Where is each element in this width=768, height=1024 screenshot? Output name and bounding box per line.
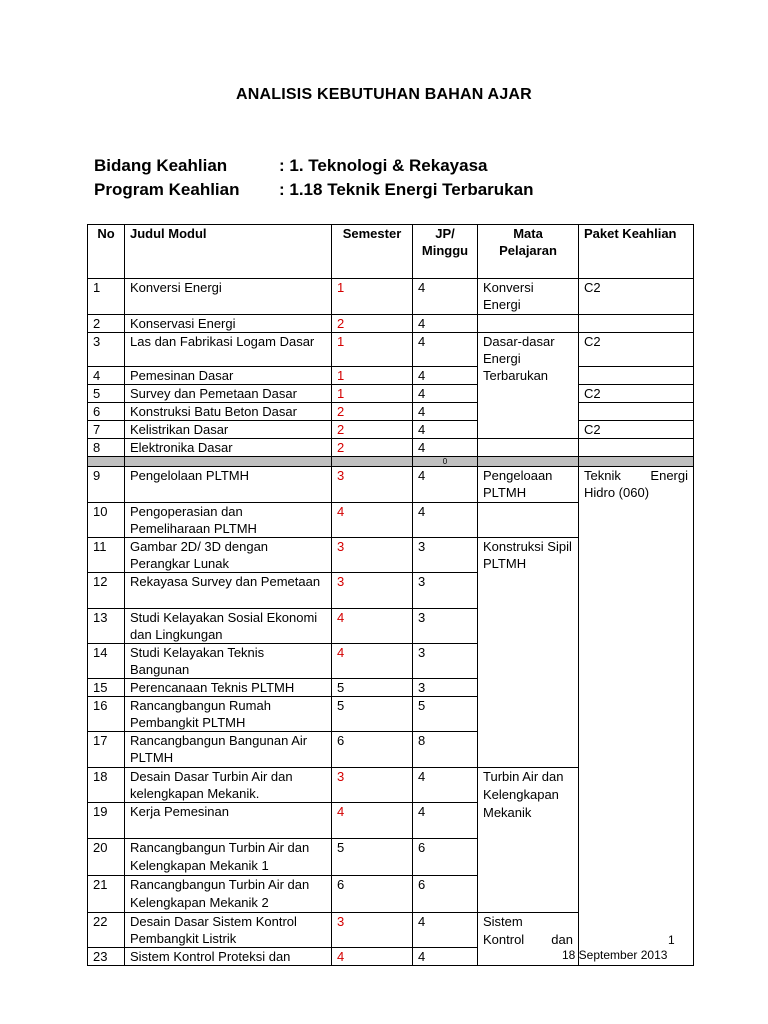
row-semester: 1 xyxy=(332,279,413,315)
row-no: 7 xyxy=(88,421,125,439)
program-label: Program Keahlian xyxy=(94,180,240,199)
row-no: 5 xyxy=(88,385,125,403)
row-jp: 4 xyxy=(413,913,478,948)
row-mata xyxy=(478,503,579,538)
table-row xyxy=(88,467,694,503)
row-semester: 2 xyxy=(332,315,413,333)
row-mata: Dasar-dasar Energi Terbarukan xyxy=(478,333,579,439)
row-no: 21 xyxy=(88,876,125,913)
bidang-value: : 1. Teknologi & Rekayasa xyxy=(279,156,488,175)
row-judul: Pengoperasian dan Pemeliharaan PLTMH xyxy=(125,503,332,538)
row-judul: Konstruksi Batu Beton Dasar xyxy=(125,403,332,421)
bidang-label: Bidang Keahlian xyxy=(94,156,228,175)
header-no: No xyxy=(88,225,125,279)
row-semester: 2 xyxy=(332,439,413,457)
row-semester: 4 xyxy=(332,503,413,538)
row-judul: Studi Kelayakan Teknis Bangunan xyxy=(125,644,332,679)
row-judul: Kerja Pemesinan xyxy=(125,803,332,839)
mata-dan: dan xyxy=(551,932,573,947)
header-mata: Mata Pelajaran xyxy=(478,225,579,279)
row-no: 10 xyxy=(88,503,125,538)
row-no: 19 xyxy=(88,803,125,839)
row-semester: 5 xyxy=(332,679,413,697)
row-paket: C2 xyxy=(579,421,694,439)
row-paket xyxy=(579,439,694,457)
row-no: 23 xyxy=(88,948,125,966)
row-jp: 4 xyxy=(413,768,478,803)
row-judul: Desain Dasar Sistem Kontrol Pembangkit Listrik xyxy=(125,913,332,948)
row-judul: Rancangbangun Turbin Air dan Kelengkapan Mekanik 2 xyxy=(125,876,332,913)
row-semester: 6 xyxy=(332,876,413,913)
row-no: 3 xyxy=(88,333,125,367)
row-mata: Turbin Air dan Kelengkapan Mekanik xyxy=(478,768,579,913)
row-jp: 4 xyxy=(413,315,478,333)
row-paket: C2 xyxy=(579,333,694,367)
row-jp: 6 xyxy=(413,876,478,913)
row-jp: 3 xyxy=(413,538,478,573)
row-judul: Studi Kelayakan Sosial Ekonomi dan Lingkungan xyxy=(125,609,332,644)
row-semester: 2 xyxy=(332,421,413,439)
row-paket xyxy=(579,367,694,385)
row-jp: 3 xyxy=(413,679,478,697)
row-no: 15 xyxy=(88,679,125,697)
row-no: 11 xyxy=(88,538,125,573)
row-semester: 1 xyxy=(332,333,413,367)
header-paket: Paket Keahlian xyxy=(579,225,694,279)
row-judul: Pemesinan Dasar xyxy=(125,367,332,385)
row-semester: 3 xyxy=(332,768,413,803)
row-judul: Las dan Fabrikasi Logam Dasar xyxy=(125,333,332,367)
row-judul: Rekayasa Survey dan Pemetaan xyxy=(125,573,332,609)
page-number: 1 xyxy=(668,933,675,947)
row-semester: 3 xyxy=(332,573,413,609)
row-semester: 4 xyxy=(332,609,413,644)
row-mata xyxy=(478,439,579,457)
row-jp: 4 xyxy=(413,403,478,421)
row-judul: Konversi Energi xyxy=(125,279,332,315)
row-no: 2 xyxy=(88,315,125,333)
row-no: 6 xyxy=(88,403,125,421)
row-jp: 5 xyxy=(413,697,478,732)
mata-sistem: Sistem xyxy=(483,914,523,929)
paket-teknik: Teknik xyxy=(584,468,621,483)
row-jp: 3 xyxy=(413,644,478,679)
table-row xyxy=(88,367,694,385)
row-judul: Sistem Kontrol Proteksi dan xyxy=(125,948,332,966)
row-jp: 8 xyxy=(413,732,478,768)
row-paket: C2 xyxy=(579,279,694,315)
row-mata: Konstruksi Sipil PLTMH xyxy=(478,538,579,768)
row-jp: 3 xyxy=(413,609,478,644)
row-judul: Desain Dasar Turbin Air dan kelengkapan Mekanik. xyxy=(125,768,332,803)
row-judul: Rancangbangun Bangunan Air PLTMH xyxy=(125,732,332,768)
row-judul: Perencanaan Teknis PLTMH xyxy=(125,679,332,697)
row-paket: C2 xyxy=(579,385,694,403)
row-jp: 4 xyxy=(413,439,478,457)
row-semester: 5 xyxy=(332,839,413,876)
row-no: 14 xyxy=(88,644,125,679)
row-semester: 3 xyxy=(332,467,413,503)
row-semester: 6 xyxy=(332,732,413,768)
row-jp: 6 xyxy=(413,839,478,876)
row-no: 13 xyxy=(88,609,125,644)
row-judul: Konservasi Energi xyxy=(125,315,332,333)
footer-date: 18 September 2013 xyxy=(562,948,668,962)
row-semester: 4 xyxy=(332,803,413,839)
program-value: : 1.18 Teknik Energi Terbarukan xyxy=(279,180,534,199)
row-semester: 3 xyxy=(332,913,413,948)
row-jp: 4 xyxy=(413,385,478,403)
row-mata: Pengeloaan PLTMH xyxy=(478,467,579,503)
row-jp: 4 xyxy=(413,503,478,538)
row-no: 16 xyxy=(88,697,125,732)
header-judul: Judul Modul xyxy=(125,225,332,279)
row-jp: 4 xyxy=(413,367,478,385)
table-row xyxy=(88,439,694,457)
table-row xyxy=(88,315,694,333)
row-no: 8 xyxy=(88,439,125,457)
row-judul: Gambar 2D/ 3D dengan Perangkar Lunak xyxy=(125,538,332,573)
row-no: 17 xyxy=(88,732,125,768)
row-semester: 2 xyxy=(332,403,413,421)
table-row xyxy=(88,421,694,439)
paket-energi: Energi xyxy=(650,468,688,483)
row-judul: Rancangbangun Rumah Pembangkit PLTMH xyxy=(125,697,332,732)
mata-kontrol: Kontrol xyxy=(483,932,525,947)
row-judul: Rancangbangun Turbin Air dan Kelengkapan Mekanik 1 xyxy=(125,839,332,876)
row-jp: 4 xyxy=(413,421,478,439)
row-jp: 4 xyxy=(413,948,478,966)
table-row xyxy=(88,279,694,315)
row-jp: 4 xyxy=(413,467,478,503)
row-paket-hidro xyxy=(579,467,694,966)
row-semester: 1 xyxy=(332,385,413,403)
row-jp: 3 xyxy=(413,573,478,609)
row-judul: Survey dan Pemetaan Dasar xyxy=(125,385,332,403)
row-no: 4 xyxy=(88,367,125,385)
table-row xyxy=(88,403,694,421)
row-jp: 4 xyxy=(413,333,478,367)
row-no: 20 xyxy=(88,839,125,876)
row-no: 12 xyxy=(88,573,125,609)
paket-hidro: Hidro (060) xyxy=(584,485,650,500)
row-mata xyxy=(478,315,579,333)
row-no: 9 xyxy=(88,467,125,503)
row-judul: Elektronika Dasar xyxy=(125,439,332,457)
table-row xyxy=(88,385,694,403)
row-paket xyxy=(579,403,694,421)
row-judul: Kelistrikan Dasar xyxy=(125,421,332,439)
header-jp: JP/ Minggu xyxy=(413,225,478,279)
module-table xyxy=(87,224,694,966)
row-semester: 3 xyxy=(332,538,413,573)
row-jp: 4 xyxy=(413,279,478,315)
row-jp: 4 xyxy=(413,803,478,839)
separator-mark: 0 xyxy=(413,457,478,467)
separator-row xyxy=(88,457,694,467)
row-paket xyxy=(579,315,694,333)
row-semester: 5 xyxy=(332,697,413,732)
document-title: ANALISIS KEBUTUHAN BAHAN AJAR xyxy=(236,86,532,103)
table-row xyxy=(88,333,694,367)
row-no: 18 xyxy=(88,768,125,803)
row-semester: 4 xyxy=(332,644,413,679)
header-semester: Semester xyxy=(332,225,413,279)
row-no: 1 xyxy=(88,279,125,315)
row-judul: Pengelolaan PLTMH xyxy=(125,467,332,503)
row-mata: Konversi Energi xyxy=(478,279,579,315)
row-semester: 4 xyxy=(332,948,413,966)
row-semester: 1 xyxy=(332,367,413,385)
row-no: 22 xyxy=(88,913,125,948)
